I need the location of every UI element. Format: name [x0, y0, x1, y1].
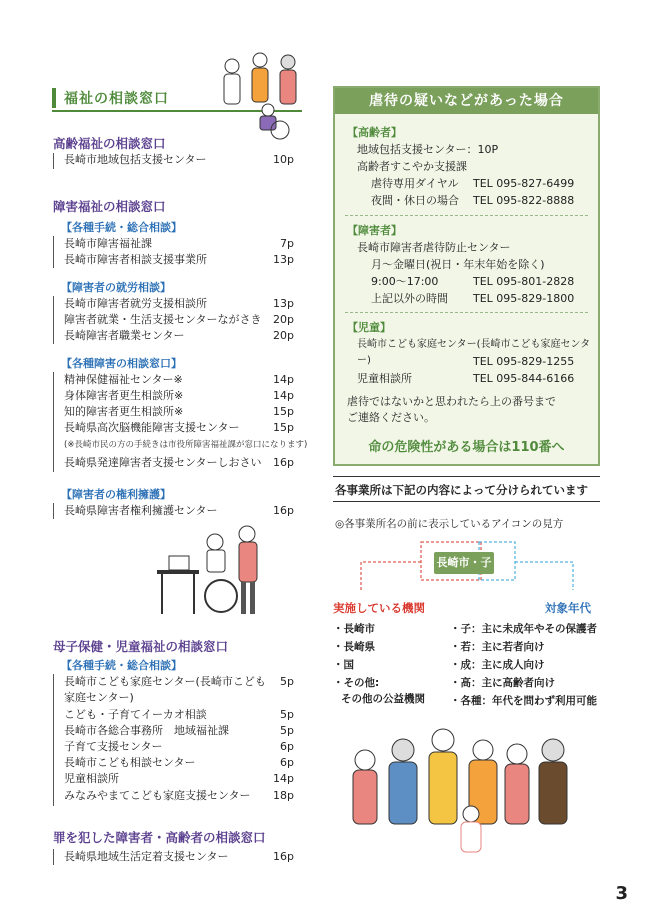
group-title: 【各種手続・総合相談】 [61, 221, 182, 234]
contact-line: 9:00～17:00 [371, 275, 439, 288]
panel-divider [345, 215, 588, 216]
group-title: 【障害者の権利擁護】 [61, 488, 171, 501]
panel-message: 虐待ではないかと思われたら上の番号まで [347, 395, 556, 408]
contact-line: 長崎市こども家庭センター(長崎市こども家庭センター) [357, 339, 591, 366]
legend-bottom-rule [333, 501, 600, 502]
header-accent-bar [52, 88, 56, 108]
section-title-disability: 障害福祉の相談窓口 [53, 199, 166, 214]
legend-title: 各事業所は下記の内容によって分けられています [335, 483, 588, 497]
list-item: みなみやまてこども家庭支援センター 18p [64, 789, 294, 802]
list-item: 長崎障害者職業センター 20p [64, 329, 294, 342]
category-child: 【児童】 [347, 321, 391, 334]
section-title-offender: 罪を犯した障害者・高齢者の相談窓口 [53, 830, 266, 845]
divider-line [53, 849, 54, 865]
divider-line [53, 503, 54, 519]
phone-number: TEL 095-829-1255 [473, 355, 575, 368]
phone-number: TEL 095-829-1800 [473, 292, 575, 305]
list-item: 長崎県発達障害者支援センターしおさい 16p [64, 456, 294, 469]
section-title-child: 母子保健・児童福祉の相談窓口 [53, 639, 229, 654]
org-label: 実施している機関 [333, 601, 425, 615]
list-item: 長崎県地域生活定着支援センター 16p [64, 850, 294, 863]
list-item: 子育て支援センター 6p [64, 740, 294, 753]
section-title-elderly: 高齢福祉の相談窓口 [53, 136, 166, 151]
contact-line: 虐待専用ダイヤル [371, 177, 459, 190]
list-item: 精神保健福祉センター※ 14p [64, 373, 294, 386]
list-item: 長崎市こども相談センター 6p [64, 756, 294, 769]
family-illustration [345, 722, 585, 872]
footnote: (※長崎市民の方の手続きは市役所障害福祉課が窓口になります) [64, 440, 308, 450]
wheelchair-illustration [155, 520, 275, 620]
phone-number: TEL 095-822-8888 [473, 194, 575, 207]
phone-number: TEL 095-827-6499 [473, 177, 575, 190]
divider-line [53, 236, 54, 268]
org-list: ・長崎市 ・長崎県 ・国 ・その他: その他の公益機関 [333, 623, 425, 705]
list-item: 児童相談所 14p [64, 772, 294, 785]
panel-title: 虐待の疑いなどがあった場合 [335, 88, 598, 114]
category-elderly: 【高齢者】 [347, 126, 402, 139]
abuse-contact-panel [333, 86, 600, 466]
people-illustration-top [212, 48, 312, 140]
divider-line [53, 674, 54, 806]
list-item: こども・子育てイーカオ相談 5p [64, 708, 294, 721]
legend-subtitle: ◎各事業所名の前に表示しているアイコンの見方 [335, 518, 564, 530]
legend-top-rule [333, 476, 600, 477]
list-item: 長崎市各総合事務所 地域福祉課 5p [64, 724, 294, 737]
phone-number: TEL 095-801-2828 [473, 275, 575, 288]
category-disabled: 【障害者】 [347, 224, 402, 237]
list-item: 長崎市こども家庭センター(長崎市こども 5p [64, 675, 294, 688]
age-list: ・子：主に未成年やその保護者 ・若：主に若者向け ・成：主に成人向け ・高：主に高齢者向け ・各種：年代を問わず利用可能 [450, 623, 597, 707]
panel-message: ご連絡ください。 [347, 411, 435, 424]
list-item: 長崎県障害者権利擁護センター 16p [64, 504, 294, 517]
list-item: 障害者就業・生活支援センターながさき 20p [64, 313, 294, 326]
list-item: 知的障害者更生相談所※ 15p [64, 405, 294, 418]
contact-line: 上記以外の時間 [371, 292, 448, 305]
divider-line [53, 153, 54, 169]
list-item: 身体障害者更生相談所※ 14p [64, 389, 294, 402]
group-title: 【各種手続・総合相談】 [61, 659, 182, 672]
group-title: 【障害者の就労相談】 [61, 281, 171, 294]
list-item: 長崎市障害者相談支援事業所 13p [64, 253, 294, 266]
group-title: 【各種障害の相談窓口】 [61, 357, 182, 370]
contact-line: 夜間・休日の場合 [371, 194, 459, 207]
sample-icon-badge: 長崎市・子 [434, 552, 494, 574]
divider-line [53, 372, 54, 472]
contact-line: 児童相談所 [357, 372, 412, 385]
contact-line: 月～金曜日(祝日・年末年始を除く) [371, 258, 545, 271]
left-header-title: 福祉の相談窓口 [64, 91, 169, 107]
list-item: 長崎市障害福祉課 7p [64, 237, 294, 250]
panel-divider [345, 312, 588, 313]
contact-line: 地域包括支援センター：10P [357, 143, 499, 156]
divider-line [53, 296, 54, 344]
phone-number: TEL 095-844-6166 [473, 372, 575, 385]
contact-line: 高齢者すこやか支援課 [357, 160, 467, 173]
list-item: 家庭センター) [64, 691, 134, 704]
list-item: 長崎県高次脳機能障害支援センター 15p [64, 421, 294, 434]
list-item: 長崎市障害者就労支援相談所 13p [64, 297, 294, 310]
emergency-message: 命の危険性がある場合は110番へ [368, 440, 565, 455]
list-item: 長崎市地域包括支援センター 10p [64, 153, 294, 166]
page-number: 3 [615, 883, 628, 904]
contact-line: 長崎市障害者虐待防止センター [357, 241, 511, 254]
age-label: 対象年代 [545, 601, 591, 615]
